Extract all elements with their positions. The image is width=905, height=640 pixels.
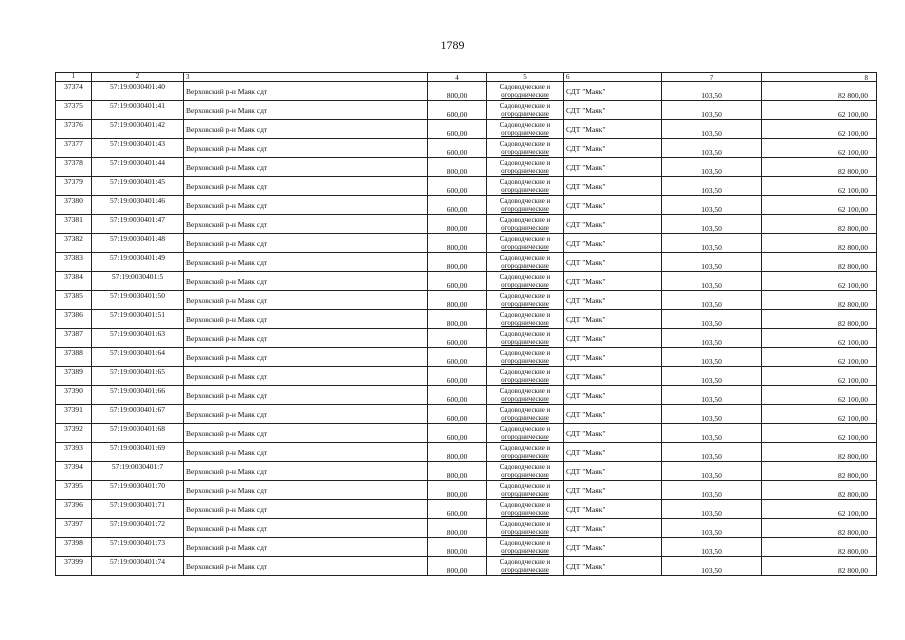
purpose-line-1: Садоводческие и [499,235,551,243]
cadastral-value: 62 100,00 [762,139,877,158]
area: 800,00 [428,519,487,538]
purpose-line-2: огороднические [501,319,549,327]
cadastral-number: 57:19:0030401:51 [92,310,184,329]
owner: СДТ "Маяк" [564,557,662,576]
owner: СДТ "Маяк" [564,272,662,291]
area: 800,00 [428,82,487,101]
cadastral-value: 82 800,00 [762,443,877,462]
purpose [487,158,564,177]
area: 600,00 [428,367,487,386]
address: Верховский р-н Маяк сдт [184,101,428,120]
owner: СДТ "Маяк" [564,405,662,424]
purpose-line-2: огороднические [501,395,549,403]
address: Верховский р-н Маяк сдт [184,196,428,215]
table-row [56,253,877,272]
owner: СДТ "Маяк" [564,158,662,177]
purpose [487,329,564,348]
purpose-line-2: огороднические [501,338,549,346]
row-id: 37378 [56,158,92,177]
row-id: 37398 [56,538,92,557]
area: 600,00 [428,196,487,215]
address: Верховский р-н Маяк сдт [184,557,428,576]
row-id: 37385 [56,291,92,310]
row-id: 37395 [56,481,92,500]
purpose-line-2: огороднические [501,167,549,175]
cadastral-value: 62 100,00 [762,329,877,348]
address: Верховский р-н Маяк сдт [184,158,428,177]
cadastral-value: 82 800,00 [762,519,877,538]
cadastral-number: 57:19:0030401:74 [92,557,184,576]
cadastral-value: 62 100,00 [762,405,877,424]
purpose-line-2: огороднические [501,243,549,251]
cadastral-value: 62 100,00 [762,424,877,443]
cadastral-number: 57:19:0030401:44 [92,158,184,177]
page-number: 1789 [440,38,465,52]
table-row [56,557,877,576]
rate: 103,50 [662,272,762,291]
cadastral-value: 62 100,00 [762,386,877,405]
table-row [56,367,877,386]
cadastral-value: 82 800,00 [762,158,877,177]
purpose [487,405,564,424]
table-row [56,481,877,500]
purpose-line-2: огороднические [501,433,549,441]
address: Верховский р-н Маяк сдт [184,272,428,291]
owner: СДТ "Маяк" [564,215,662,234]
owner: СДТ "Маяк" [564,481,662,500]
purpose-line-1: Садоводческие и [499,330,551,338]
rate: 103,50 [662,348,762,367]
rate: 103,50 [662,405,762,424]
cadastral-value: 82 800,00 [762,557,877,576]
table-row [56,462,877,481]
table-row [56,215,877,234]
purpose-line-2: огороднические [501,186,549,194]
address: Верховский р-н Маяк сдт [184,234,428,253]
purpose-line-2: огороднические [501,528,549,536]
address: Верховский р-н Маяк сдт [184,215,428,234]
purpose-line-2: огороднические [501,566,549,574]
purpose-line-1: Садоводческие и [499,349,551,357]
row-id: 37383 [56,253,92,272]
column-number: 2 [92,73,184,82]
table-row [56,405,877,424]
address: Верховский р-н Маяк сдт [184,386,428,405]
row-id: 37374 [56,82,92,101]
purpose-line-2: огороднические [501,471,549,479]
address: Верховский р-н Маяк сдт [184,310,428,329]
cadastral-number: 57:19:0030401:40 [92,82,184,101]
purpose-line-2: огороднические [501,547,549,555]
cadastral-value: 82 800,00 [762,481,877,500]
area: 800,00 [428,253,487,272]
purpose [487,253,564,272]
cadastral-number: 57:19:0030401:63 [92,329,184,348]
table-row [56,386,877,405]
row-id: 37387 [56,329,92,348]
cadastral-value: 62 100,00 [762,500,877,519]
purpose-line-1: Садоводческие и [499,216,551,224]
cadastral-value: 82 800,00 [762,291,877,310]
column-number: 6 [564,73,662,82]
cadastral-number: 57:19:0030401:46 [92,196,184,215]
owner: СДТ "Маяк" [564,310,662,329]
purpose-line-1: Садоводческие и [499,482,551,490]
rate: 103,50 [662,557,762,576]
area: 600,00 [428,272,487,291]
purpose [487,82,564,101]
purpose [487,310,564,329]
address: Верховский р-н Маяк сдт [184,120,428,139]
area: 800,00 [428,291,487,310]
purpose-line-1: Садоводческие и [499,501,551,509]
table-row [56,272,877,291]
owner: СДТ "Маяк" [564,443,662,462]
purpose-line-2: огороднические [501,110,549,118]
rate: 103,50 [662,519,762,538]
rate: 103,50 [662,234,762,253]
area: 800,00 [428,215,487,234]
row-id: 37397 [56,519,92,538]
purpose [487,196,564,215]
purpose-line-1: Садоводческие и [499,140,551,148]
row-id: 37388 [56,348,92,367]
column-number: 3 [184,73,428,82]
cadastral-number: 57:19:0030401:42 [92,120,184,139]
column-number-row [56,73,877,82]
row-id: 37394 [56,462,92,481]
purpose [487,462,564,481]
purpose-line-2: огороднические [501,205,549,213]
table-row [56,519,877,538]
area: 600,00 [428,120,487,139]
area: 600,00 [428,101,487,120]
address: Верховский р-н Маяк сдт [184,82,428,101]
row-id: 37399 [56,557,92,576]
owner: СДТ "Маяк" [564,139,662,158]
cadastral-number: 57:19:0030401:68 [92,424,184,443]
cadastral-value: 62 100,00 [762,196,877,215]
row-id: 37393 [56,443,92,462]
purpose-line-2: огороднические [501,129,549,137]
row-id: 37390 [56,386,92,405]
cadastral-number: 57:19:0030401:7 [92,462,184,481]
purpose [487,557,564,576]
cadastral-number: 57:19:0030401:50 [92,291,184,310]
address: Верховский р-н Маяк сдт [184,405,428,424]
cadastral-number: 57:19:0030401:66 [92,386,184,405]
cadastral-number: 57:19:0030401:49 [92,253,184,272]
area: 600,00 [428,177,487,196]
rate: 103,50 [662,462,762,481]
column-number: 4 [428,73,487,82]
row-id: 37375 [56,101,92,120]
address: Верховский р-н Маяк сдт [184,500,428,519]
address: Верховский р-н Маяк сдт [184,348,428,367]
rate: 103,50 [662,424,762,443]
purpose-line-2: огороднические [501,357,549,365]
rate: 103,50 [662,158,762,177]
purpose-line-1: Садоводческие и [499,387,551,395]
area: 800,00 [428,234,487,253]
purpose-line-2: огороднические [501,148,549,156]
cadastral-value: 62 100,00 [762,272,877,291]
table-row [56,196,877,215]
purpose [487,424,564,443]
area: 600,00 [428,348,487,367]
purpose-line-1: Садоводческие и [499,444,551,452]
owner: СДТ "Маяк" [564,291,662,310]
row-id: 37389 [56,367,92,386]
table-row [56,424,877,443]
cadastral-number: 57:19:0030401:65 [92,367,184,386]
area: 800,00 [428,443,487,462]
purpose-line-1: Садоводческие и [499,406,551,414]
cadastral-value: 82 800,00 [762,82,877,101]
purpose [487,291,564,310]
purpose-line-2: огороднические [501,376,549,384]
purpose-line-1: Садоводческие и [499,159,551,167]
purpose-line-2: огороднические [501,281,549,289]
purpose-line-2: огороднические [501,414,549,422]
row-id: 37377 [56,139,92,158]
table-row [56,158,877,177]
cadastral-number: 57:19:0030401:73 [92,538,184,557]
rate: 103,50 [662,177,762,196]
table-row [56,139,877,158]
purpose [487,177,564,196]
cadastral-value: 62 100,00 [762,101,877,120]
owner: СДТ "Маяк" [564,120,662,139]
column-number: 5 [487,73,564,82]
area: 600,00 [428,386,487,405]
table-row [56,291,877,310]
row-id: 37386 [56,310,92,329]
cadastral-value: 82 800,00 [762,462,877,481]
cadastral-value: 82 800,00 [762,538,877,557]
column-number: 8 [762,73,877,82]
address: Верховский р-н Маяк сдт [184,291,428,310]
rate: 103,50 [662,139,762,158]
column-number: 7 [662,73,762,82]
rate: 103,50 [662,215,762,234]
cadastral-number: 57:19:0030401:69 [92,443,184,462]
owner: СДТ "Маяк" [564,234,662,253]
rate: 103,50 [662,196,762,215]
row-id: 37380 [56,196,92,215]
row-id: 37381 [56,215,92,234]
purpose [487,367,564,386]
rate: 103,50 [662,253,762,272]
area: 600,00 [428,329,487,348]
row-id: 37396 [56,500,92,519]
purpose [487,443,564,462]
purpose-line-2: огороднические [501,224,549,232]
cadastral-number: 57:19:0030401:64 [92,348,184,367]
purpose [487,120,564,139]
address: Верховский р-н Маяк сдт [184,139,428,158]
cadastral-number: 57:19:0030401:48 [92,234,184,253]
address: Верховский р-н Маяк сдт [184,519,428,538]
purpose [487,101,564,120]
address: Верховский р-н Маяк сдт [184,177,428,196]
table-row [56,82,877,101]
table-row [56,177,877,196]
row-id: 37382 [56,234,92,253]
owner: СДТ "Маяк" [564,500,662,519]
cadastral-number: 57:19:0030401:5 [92,272,184,291]
rate: 103,50 [662,101,762,120]
owner: СДТ "Маяк" [564,462,662,481]
owner: СДТ "Маяк" [564,82,662,101]
purpose-line-2: огороднические [501,490,549,498]
area: 800,00 [428,462,487,481]
owner: СДТ "Маяк" [564,424,662,443]
cadastral-value: 82 800,00 [762,253,877,272]
address: Верховский р-н Маяк сдт [184,462,428,481]
purpose-line-2: огороднические [501,452,549,460]
table-row [56,500,877,519]
purpose [487,215,564,234]
owner: СДТ "Маяк" [564,538,662,557]
purpose-line-1: Садоводческие и [499,273,551,281]
row-id: 37384 [56,272,92,291]
purpose [487,234,564,253]
cadastral-number: 57:19:0030401:41 [92,101,184,120]
rate: 103,50 [662,443,762,462]
purpose [487,386,564,405]
purpose-line-1: Садоводческие и [499,558,551,566]
area: 800,00 [428,481,487,500]
rate: 103,50 [662,329,762,348]
cadastral-value: 62 100,00 [762,120,877,139]
purpose-line-1: Садоводческие и [499,83,551,91]
owner: СДТ "Маяк" [564,253,662,272]
purpose [487,348,564,367]
cadastral-value: 82 800,00 [762,310,877,329]
land-registry-table [55,72,868,576]
purpose-line-1: Садоводческие и [499,520,551,528]
rate: 103,50 [662,538,762,557]
address: Верховский р-н Маяк сдт [184,443,428,462]
table-row [56,120,877,139]
rate: 103,50 [662,386,762,405]
table-row [56,443,877,462]
cadastral-number: 57:19:0030401:70 [92,481,184,500]
cadastral-value: 82 800,00 [762,234,877,253]
purpose-line-1: Садоводческие и [499,425,551,433]
purpose-line-1: Садоводческие и [499,368,551,376]
owner: СДТ "Маяк" [564,519,662,538]
cadastral-number: 57:19:0030401:71 [92,500,184,519]
row-id: 37392 [56,424,92,443]
address: Верховский р-н Маяк сдт [184,481,428,500]
address: Верховский р-н Маяк сдт [184,367,428,386]
area: 600,00 [428,500,487,519]
area: 800,00 [428,158,487,177]
purpose [487,538,564,557]
cadastral-number: 57:19:0030401:45 [92,177,184,196]
rate: 103,50 [662,500,762,519]
purpose-line-1: Садоводческие и [499,254,551,262]
area: 800,00 [428,538,487,557]
table-row [56,329,877,348]
owner: СДТ "Маяк" [564,196,662,215]
rate: 103,50 [662,82,762,101]
owner: СДТ "Маяк" [564,177,662,196]
area: 600,00 [428,424,487,443]
row-id: 37391 [56,405,92,424]
cadastral-number: 57:19:0030401:43 [92,139,184,158]
address: Верховский р-н Маяк сдт [184,329,428,348]
purpose [487,139,564,158]
cadastral-value: 62 100,00 [762,367,877,386]
purpose-line-1: Садоводческие и [499,197,551,205]
cadastral-number: 57:19:0030401:72 [92,519,184,538]
area: 600,00 [428,139,487,158]
cadastral-number: 57:19:0030401:67 [92,405,184,424]
rate: 103,50 [662,310,762,329]
purpose-line-1: Садоводческие и [499,292,551,300]
table-row [56,101,877,120]
purpose-line-1: Садоводческие и [499,463,551,471]
cadastral-value: 62 100,00 [762,348,877,367]
rate: 103,50 [662,481,762,500]
purpose [487,481,564,500]
purpose-line-1: Садоводческие и [499,539,551,547]
purpose [487,272,564,291]
purpose [487,500,564,519]
area: 800,00 [428,557,487,576]
table-row [56,310,877,329]
purpose-line-1: Садоводческие и [499,178,551,186]
row-id: 37379 [56,177,92,196]
area: 600,00 [428,405,487,424]
owner: СДТ "Маяк" [564,386,662,405]
address: Верховский р-н Маяк сдт [184,424,428,443]
purpose-line-1: Садоводческие и [499,102,551,110]
rate: 103,50 [662,291,762,310]
purpose-line-2: огороднические [501,262,549,270]
column-number: 1 [56,73,92,82]
table-row [56,234,877,253]
row-id: 37376 [56,120,92,139]
table-row [56,538,877,557]
rate: 103,50 [662,120,762,139]
cadastral-value: 62 100,00 [762,177,877,196]
purpose-line-2: огороднические [501,91,549,99]
rate: 103,50 [662,367,762,386]
owner: СДТ "Маяк" [564,329,662,348]
purpose [487,519,564,538]
address: Верховский р-н Маяк сдт [184,538,428,557]
purpose-line-2: огороднические [501,300,549,308]
purpose-line-1: Садоводческие и [499,121,551,129]
table-row [56,348,877,367]
purpose-line-2: огороднические [501,509,549,517]
owner: СДТ "Маяк" [564,348,662,367]
address: Верховский р-н Маяк сдт [184,253,428,272]
owner: СДТ "Маяк" [564,367,662,386]
area: 800,00 [428,310,487,329]
purpose-line-1: Садоводческие и [499,311,551,319]
cadastral-value: 82 800,00 [762,215,877,234]
cadastral-number: 57:19:0030401:47 [92,215,184,234]
owner: СДТ "Маяк" [564,101,662,120]
